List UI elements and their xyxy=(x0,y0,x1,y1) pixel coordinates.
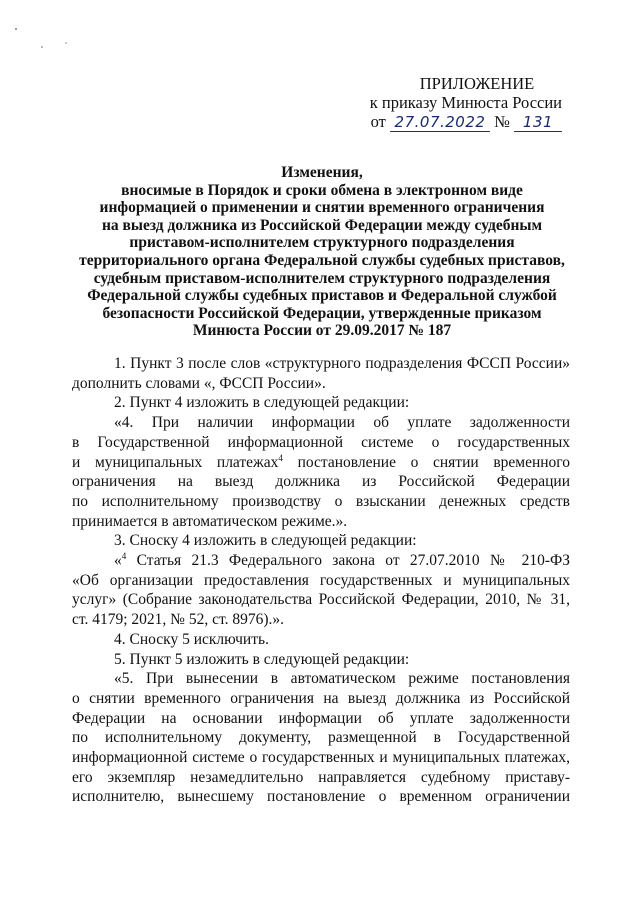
text-line: «Об организации предоставления государственных и муниципальных xyxy=(72,571,570,589)
heading-line: безопасности Российской Федерации, утвержденные приказом xyxy=(102,304,542,322)
footnote-mark: 4 xyxy=(278,452,283,463)
text-line: ст. 4179; 2021, № 52, ст. 8976).». xyxy=(72,611,284,629)
text-line xyxy=(72,453,570,473)
text-line: «4. При наличии информации об уплате задолженности xyxy=(114,414,570,432)
text-line: 3. Сноску 4 изложить в следующей редакции: xyxy=(114,532,417,550)
text-line: услуг» (Собрание законодательства Российской Федерации, 2010, № 31, xyxy=(72,591,570,609)
order-date-number xyxy=(332,112,562,132)
paragraph-3 xyxy=(72,413,570,531)
heading-line: на выезд должника из Российской Федерации между судебным xyxy=(101,216,543,234)
text-line: в Государственной информационной системе о государственных xyxy=(72,433,570,451)
text-fragment: Статья 21.3 Федерального закона от 27.07.2010 № 210-ФЗ xyxy=(136,552,571,570)
paragraph-6 xyxy=(72,630,570,650)
text-line: Федерации на основании информации об уплате задолженности xyxy=(72,709,570,727)
text-line: исполнителю, вынесшему постановление о временном ограничении xyxy=(72,788,570,806)
paragraph-1 xyxy=(72,354,570,393)
heading-line: Изменения, xyxy=(281,164,363,181)
text-line: «5. При вынесении в автоматическом режиме постановления xyxy=(114,670,570,688)
appendix-title: ПРИЛОЖЕНИЕ xyxy=(419,74,535,93)
footnote-mark: 4 xyxy=(121,551,127,562)
paragraph-4 xyxy=(72,531,570,551)
paragraph-7 xyxy=(72,650,570,670)
handwritten-date: 27.07.2022 xyxy=(390,114,490,132)
heading-line: информацией о применении и снятии временного ограничения xyxy=(99,199,545,217)
text-line: принимается в автоматическом режиме.». xyxy=(72,512,348,530)
from-label: от xyxy=(370,112,386,131)
heading-line: приставом-исполнителем структурного подразделения xyxy=(129,234,515,252)
heading-line: Минюста России от 29.09.2017 № 187 xyxy=(192,322,452,340)
text-line xyxy=(72,551,570,571)
text-line: 2. Пункт 4 изложить в следующей редакции: xyxy=(114,394,410,412)
number-label: № xyxy=(494,112,510,131)
text-line: информационной системе о государственных и муниципальных платежах, xyxy=(72,749,570,767)
document-body xyxy=(72,354,570,807)
text-line: его экземпляр незамедлительно направляется судебному приставу- xyxy=(72,768,570,786)
paragraph-5 xyxy=(72,551,570,630)
text-line: 5. Пункт 5 изложить в следующей редакции: xyxy=(114,650,410,668)
text-line: ограничения на выезд должника из Российской Федерации xyxy=(72,473,570,491)
order-reference: к приказу Минюста России xyxy=(369,93,562,112)
scan-specks xyxy=(0,0,90,60)
paragraph-2 xyxy=(72,393,570,413)
text-fragment: и муниципальных платежах xyxy=(72,453,279,471)
heading-line: судебным приставом-исполнителем структурного подразделения xyxy=(93,269,551,287)
text-line: 1. Пункт 3 после слов «структурного подразделения ФССП России» xyxy=(114,355,570,372)
paragraph-8 xyxy=(72,669,570,807)
heading-line: вносимые в Порядок и сроки обмена в электронном виде xyxy=(121,181,523,199)
document-heading xyxy=(72,164,572,340)
text-line: 4. Сноску 5 исключить. xyxy=(114,630,269,648)
heading-line: территориального органа Федеральной службы судебных приставов, xyxy=(79,251,565,269)
appendix-header xyxy=(332,74,562,132)
text-fragment: постановление о снятии временного xyxy=(297,453,571,471)
text-line: по исполнительному производству о взыскании денежных средств xyxy=(72,492,570,510)
text-line: дополнить словами «, ФССП России». xyxy=(72,374,326,392)
text-line: по исполнительному документу, размещенной в Государственной xyxy=(72,729,570,747)
text-line: о снятии временного ограничения на выезд должника из Российской xyxy=(72,689,570,707)
handwritten-number: 131 xyxy=(514,114,562,132)
heading-line: Федеральной службы судебных приставов и Федеральной службой xyxy=(87,287,557,305)
text-fragment: « xyxy=(114,552,122,570)
